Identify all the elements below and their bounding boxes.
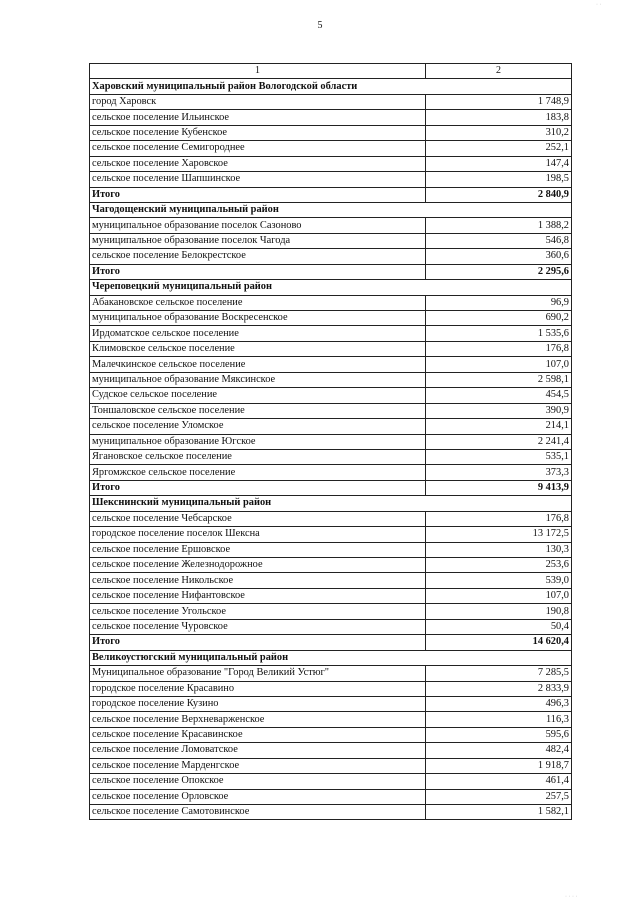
column-header-1: 1 (90, 64, 426, 79)
amount-value: 1 535,6 (426, 326, 572, 341)
amount-value: 454,5 (426, 388, 572, 403)
municipality-name: сельское поселение Марденгское (90, 758, 426, 773)
amount-value: 2 833,9 (426, 681, 572, 696)
column-header-2: 2 (426, 64, 572, 79)
total-row (90, 187, 572, 202)
table-row (90, 542, 572, 557)
amount-value: 190,8 (426, 604, 572, 619)
total-row (90, 264, 572, 279)
table-row (90, 233, 572, 248)
municipality-name: Ягановское сельское поселение (90, 449, 426, 464)
table-row (90, 94, 572, 109)
municipality-name: муниципальное образование Мяксинское (90, 372, 426, 387)
amount-value: 257,5 (426, 789, 572, 804)
municipality-name: сельское поселение Ильинское (90, 110, 426, 125)
table-body (90, 64, 572, 820)
section-header-row (90, 202, 572, 217)
table-row (90, 218, 572, 233)
municipality-name: муниципальное образование Югское (90, 434, 426, 449)
table-row (90, 403, 572, 418)
municipality-name: сельское поселение Самотовинское (90, 805, 426, 820)
amount-value: 1 582,1 (426, 805, 572, 820)
scan-mark-bottom: · · · · (565, 894, 578, 900)
section-header-row (90, 79, 572, 94)
table-row (90, 712, 572, 727)
municipality-name: муниципальное образование Воскресенское (90, 311, 426, 326)
table-row (90, 388, 572, 403)
table-row (90, 573, 572, 588)
table-row (90, 789, 572, 804)
municipality-name: сельское поселение Угольское (90, 604, 426, 619)
municipality-name: Абакановское сельское поселение (90, 295, 426, 310)
amount-value: 107,0 (426, 357, 572, 372)
amount-value: 176,8 (426, 511, 572, 526)
section-header-row (90, 496, 572, 511)
amount-value: 130,3 (426, 542, 572, 557)
municipality-name: сельское поселение Железнодорожное (90, 558, 426, 573)
total-row (90, 480, 572, 495)
section-title: Череповецкий муниципальный район (90, 280, 572, 295)
table-row (90, 156, 572, 171)
municipality-name: Малечкинское сельское поселение (90, 357, 426, 372)
total-label: Итого (90, 264, 426, 279)
table-row (90, 249, 572, 264)
municipality-name: Муниципальное образование "Город Великий Устюг" (90, 666, 426, 681)
table-row (90, 727, 572, 742)
table-row (90, 372, 572, 387)
municipality-name: сельское поселение Чебсарское (90, 511, 426, 526)
amount-value: 147,4 (426, 156, 572, 171)
municipality-name: сельское поселение Семигороднее (90, 141, 426, 156)
amount-value: 373,3 (426, 465, 572, 480)
table-row (90, 805, 572, 820)
table-row (90, 758, 572, 773)
allocation-table (89, 63, 572, 820)
table-row (90, 172, 572, 187)
amount-value: 690,2 (426, 311, 572, 326)
amount-value: 183,8 (426, 110, 572, 125)
amount-value: 310,2 (426, 125, 572, 140)
municipality-name: Ирдоматское сельское поселение (90, 326, 426, 341)
amount-value: 595,6 (426, 727, 572, 742)
municipality-name: муниципальное образование поселок Сазоново (90, 218, 426, 233)
total-label: Итого (90, 187, 426, 202)
table-row (90, 341, 572, 356)
amount-value: 390,9 (426, 403, 572, 418)
municipality-name: сельское поселение Красавинское (90, 727, 426, 742)
municipality-name: городское поселение Кузино (90, 696, 426, 711)
table-row (90, 141, 572, 156)
amount-value: 2 598,1 (426, 372, 572, 387)
municipality-name: Климовское сельское поселение (90, 341, 426, 356)
table-row (90, 326, 572, 341)
amount-value: 1 748,9 (426, 94, 572, 109)
total-row (90, 635, 572, 650)
municipality-name: сельское поселение Опокское (90, 774, 426, 789)
table-row (90, 295, 572, 310)
page-number: 5 (317, 20, 323, 31)
amount-value: 107,0 (426, 588, 572, 603)
total-label: Итого (90, 480, 426, 495)
municipality-name: сельское поселение Кубенское (90, 125, 426, 140)
municipality-name: городское поселение Красавино (90, 681, 426, 696)
municipality-name: городское поселение поселок Шексна (90, 527, 426, 542)
table-row (90, 311, 572, 326)
amount-value: 198,5 (426, 172, 572, 187)
section-title: Чагодощенский муниципальный район (90, 202, 572, 217)
amount-value: 96,9 (426, 295, 572, 310)
section-title: Харовский муниципальный район Вологодской области (90, 79, 572, 94)
table-row (90, 511, 572, 526)
amount-value: 7 285,5 (426, 666, 572, 681)
municipality-name: сельское поселение Чуровское (90, 619, 426, 634)
municipality-name: сельское поселение Харовское (90, 156, 426, 171)
table-row (90, 743, 572, 758)
amount-value: 253,6 (426, 558, 572, 573)
total-value: 2 840,9 (426, 187, 572, 202)
table-row (90, 588, 572, 603)
section-header-row (90, 650, 572, 665)
table-row (90, 558, 572, 573)
table-header-row (90, 64, 572, 79)
table-row (90, 774, 572, 789)
municipality-name: сельское поселение Нифантовское (90, 588, 426, 603)
municipality-name: сельское поселение Белокрестское (90, 249, 426, 264)
table-row (90, 604, 572, 619)
municipality-name: сельское поселение Ломоватское (90, 743, 426, 758)
section-title: Шекснинский муниципальный район (90, 496, 572, 511)
amount-value: 214,1 (426, 419, 572, 434)
amount-value: 50,4 (426, 619, 572, 634)
table-row (90, 465, 572, 480)
section-title: Великоустюгский муниципальный район (90, 650, 572, 665)
table-row (90, 449, 572, 464)
amount-value: 496,3 (426, 696, 572, 711)
table-row (90, 619, 572, 634)
total-value: 9 413,9 (426, 480, 572, 495)
table-row (90, 527, 572, 542)
municipality-name: Судское сельское поселение (90, 388, 426, 403)
municipality-name: сельское поселение Ершовское (90, 542, 426, 557)
total-value: 14 620,4 (426, 635, 572, 650)
municipality-name: сельское поселение Верхневарженское (90, 712, 426, 727)
table-row (90, 125, 572, 140)
table-row (90, 357, 572, 372)
municipality-name: сельское поселение Уломское (90, 419, 426, 434)
amount-value: 1 918,7 (426, 758, 572, 773)
amount-value: 252,1 (426, 141, 572, 156)
amount-value: 546,8 (426, 233, 572, 248)
municipality-name: Тоншаловское сельское поселение (90, 403, 426, 418)
total-label: Итого (90, 635, 426, 650)
municipality-name: город Харовск (90, 94, 426, 109)
amount-value: 2 241,4 (426, 434, 572, 449)
amount-value: 360,6 (426, 249, 572, 264)
municipality-name: сельское поселение Шапшинское (90, 172, 426, 187)
scan-mark-top: · · (596, 2, 602, 8)
amount-value: 1 388,2 (426, 218, 572, 233)
amount-value: 482,4 (426, 743, 572, 758)
amount-value: 539,0 (426, 573, 572, 588)
table-row (90, 681, 572, 696)
amount-value: 461,4 (426, 774, 572, 789)
table-row (90, 434, 572, 449)
amount-value: 116,3 (426, 712, 572, 727)
amount-value: 176,8 (426, 341, 572, 356)
municipality-name: сельское поселение Никольское (90, 573, 426, 588)
table-row (90, 696, 572, 711)
amount-value: 535,1 (426, 449, 572, 464)
table-row (90, 419, 572, 434)
section-header-row (90, 280, 572, 295)
total-value: 2 295,6 (426, 264, 572, 279)
municipality-name: Яргомжское сельское поселение (90, 465, 426, 480)
amount-value: 13 172,5 (426, 527, 572, 542)
table-row (90, 110, 572, 125)
table-row (90, 666, 572, 681)
municipality-name: муниципальное образование поселок Чагода (90, 233, 426, 248)
municipality-name: сельское поселение Орловское (90, 789, 426, 804)
